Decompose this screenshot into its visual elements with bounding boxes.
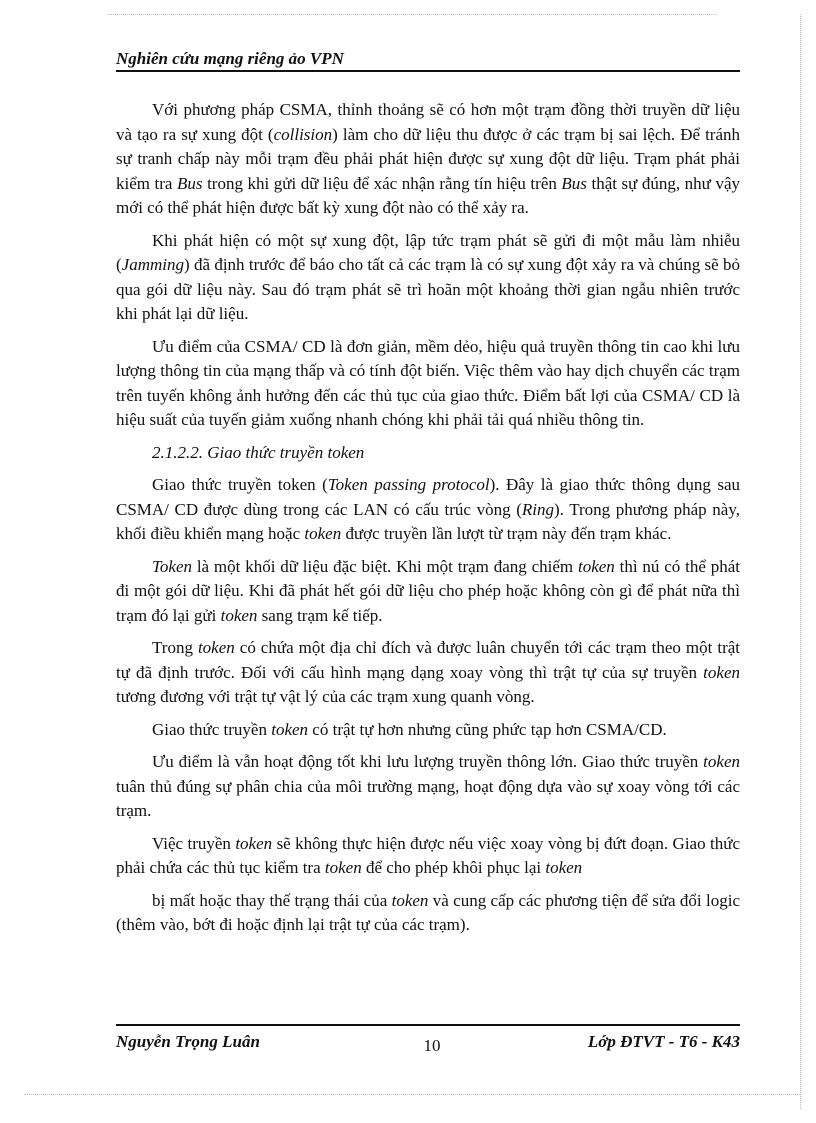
text-run: được truyền lần lượt từ trạm này đến trạm khác. <box>341 524 672 543</box>
text-run-italic: token <box>197 638 235 657</box>
text-run: là một khối dữ liệu đặc biệt. Khi một trạm đang chiếm <box>192 556 578 576</box>
text-run-italic: token <box>391 890 429 910</box>
text-run-italic: token <box>271 719 309 739</box>
text-run: Việc truyền <box>152 833 236 853</box>
text-run: sang trạm kế tiếp. <box>257 605 383 625</box>
text-run-italic: Ring <box>521 499 554 519</box>
running-header: Nghiên cứu mạng riêng ảo VPN <box>116 49 344 68</box>
text-run: sẽ không thực hiện được nếu việc xoay vòng bị đứt đoạn. Giao thức phải chứa các thủ tục kiểm tra <box>116 833 740 877</box>
text-run: ). Trong phương pháp này, khối điều khiển mạng hoặc <box>116 499 740 543</box>
text-run-italic: Token <box>152 556 192 576</box>
paragraph-csma-collision <box>116 98 740 221</box>
header-rule <box>116 70 740 72</box>
text-run: ). Đây là giao thức thông dụng sau CSMA/ CD được dùng trong các LAN có cấu trúc vòng ( <box>116 475 741 519</box>
text-run-italic: token <box>304 524 342 543</box>
text-run-italic: Bus <box>177 173 203 193</box>
paragraph-token-disruption <box>116 832 740 881</box>
page-border-top <box>108 14 716 15</box>
paragraph-token-advantages <box>116 750 740 824</box>
text-run-italic: token <box>703 662 740 682</box>
page-number: 10 <box>423 1036 441 1055</box>
text-run: tuân thủ đúng sự phân chia của môi trường mạng, hoạt động dựa vào sự xoay vòng tới các trạm. <box>116 776 740 820</box>
text-run: Giao thức truyền token ( <box>152 475 328 494</box>
text-run-italic: Token passing protocol <box>327 475 490 494</box>
text-run: ) đã định trước để báo cho tất cả các trạm là có sự xung đột xảy ra và chúng sẽ bỏ qua gói dữ liệu này. Sau đó trạm phát sẽ trì hoãn một khoảng thời gian ngẫu nhiên trước khi phát lại dữ liệu. <box>116 255 740 323</box>
text-run-italic: token <box>324 858 362 877</box>
footer-rule <box>116 1024 740 1026</box>
paragraph-jamming <box>116 229 740 327</box>
text-run: ) làm cho dữ liệu thu được ở các trạm bị sai lệch. Để tránh sự tranh chấp này mỗi trạm đều phải phát hiện được sự xung đột dữ liệu. Trạm phát phải kiểm tra <box>116 124 741 193</box>
text-run-italic: token <box>545 858 583 877</box>
paragraph-token-order <box>116 636 740 710</box>
text-run-italic: Jamming <box>121 255 184 274</box>
text-run-italic: token <box>235 833 273 853</box>
paragraph-token-passing <box>116 473 740 547</box>
text-run: tương đương với trật tự vật lý của các trạm xung quanh vòng. <box>116 687 535 706</box>
section-heading: 2.1.2.2. Giao thức truyền token <box>152 442 365 462</box>
text-run: bị mất hoặc thay thế trạng thái của <box>152 890 392 910</box>
text-run: trong khi gửi dữ liệu để xác nhận rằng tín hiệu trên <box>202 173 562 193</box>
text-run: Ưu điểm là vẫn hoạt động tốt khi lưu lượng truyền thông lớn. Giao thức truyền <box>152 752 704 771</box>
paragraph-token-definition <box>116 555 740 629</box>
document-body <box>116 98 740 946</box>
text-run-italic: token <box>703 752 740 771</box>
text-run: Khi phát hiện có một sự xung đột, lập tức trạm phát sẽ gửi đi một mẫu làm nhiễu ( <box>116 230 740 274</box>
text-run: Với phương pháp CSMA, thỉnh thoảng sẽ có hơn một trạm đồng thời truyền dữ liệu và tạo ra sự xung đột ( <box>116 100 740 144</box>
page-border-right <box>800 14 801 1109</box>
text-run: và cung cấp các phương tiện để sửa đổi logic (thêm vào, bớt đi hoặc định lại trật tự của các trạm). <box>116 890 740 934</box>
text-run: có chứa một địa chỉ đích và được luân chuyển tới các trạm theo một trật tự đã định trước. Đối với cấu hình mạng dạng xoay vòng thì trật tự của sự truyền <box>116 638 740 682</box>
text-run-italic: collision <box>273 124 333 144</box>
footer-author: Nguyễn Trọng Luân <box>116 1032 260 1051</box>
text-run: thật sự đúng, như vậy mới có thể phát hiện được bất kỳ xung đột nào có thể xảy ra. <box>116 173 740 217</box>
paragraph-token-recovery <box>116 889 740 938</box>
text-run: để cho phép khôi phục lại <box>361 858 546 877</box>
text-run: có trật tự hơn nhưng cũng phức tạp hơn CSMA/CD. <box>308 719 667 739</box>
text-run-italic: token <box>220 605 258 625</box>
footer-class: Lớp ĐTVT - T6 - K43 <box>587 1032 740 1051</box>
page-border-bottom <box>24 1094 800 1095</box>
text-run: Trong <box>152 638 198 657</box>
text-run: Giao thức truyền <box>152 719 272 739</box>
paragraph-csma-cd-advantages: Ưu điểm của CSMA/ CD là đơn giản, mềm dẻo, hiệu quả truyền thông tin cao khi lưu lượng thông tin của mạng thấp và có tính đột biến. Việc thêm vào hay dịch chuyển các trạm trên tuyến không ảnh hưởng đến các thủ tục của giao thức. Điểm bất lợi của CSMA/ CD là hiệu suất của tuyến giảm xuống nhanh chóng khi phải tải quá nhiều thông tin. <box>116 336 740 429</box>
text-run-italic: Bus <box>561 173 587 193</box>
text-run: thì nú có thể phát đi một gói dữ liệu. Khi đã phát hết gói dữ liệu cho phép hoặc không còn gì để phát nữa thì trạm đó lại gửi <box>116 556 740 625</box>
paragraph-token-complexity <box>116 718 740 743</box>
text-run-italic: token <box>577 556 615 576</box>
